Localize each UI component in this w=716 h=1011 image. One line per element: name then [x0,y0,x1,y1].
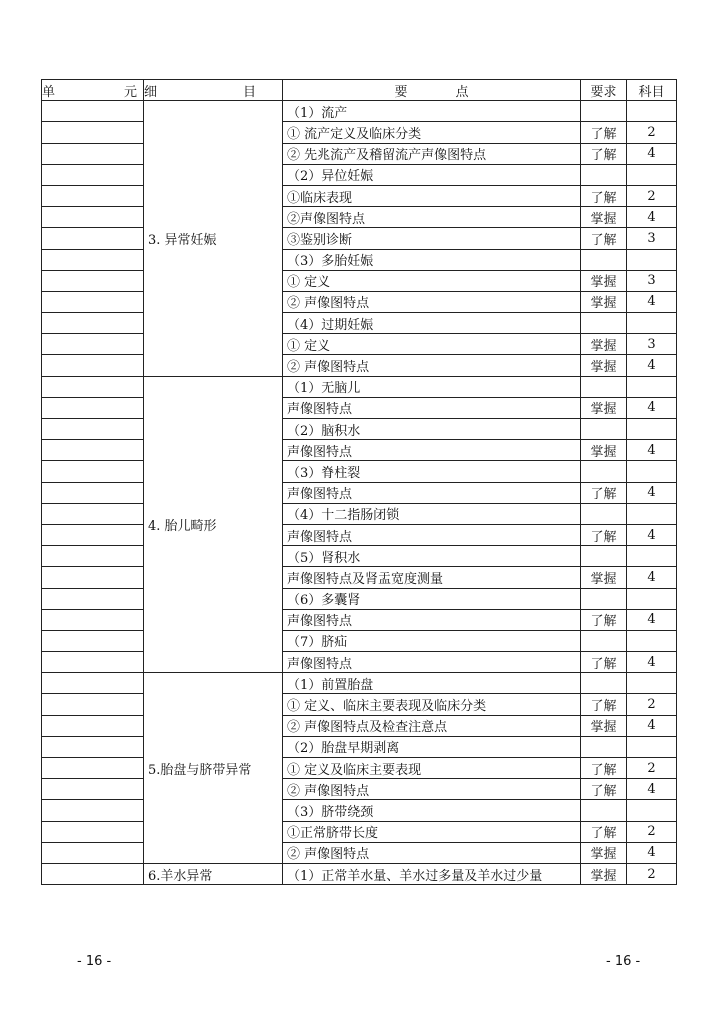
requirement-cell: 了解 [581,482,627,503]
page-number-right: - 16 - [606,954,641,969]
requirement-cell: 掌握 [581,355,627,376]
subject-cell: 2 [627,821,677,842]
table-row [42,122,677,143]
unit-cell [42,524,144,545]
unit-cell [42,546,144,567]
subitem-cell: 5.胎盘与脐带异常 [144,673,283,864]
requirement-cell [581,376,627,397]
unit-cell [42,652,144,673]
header-point [283,80,581,101]
requirement-cell: 掌握 [581,715,627,736]
requirement-cell [581,588,627,609]
point-cell: ② 声像图特点 [283,779,581,800]
subject-cell: 4 [627,440,677,461]
subject-cell [627,313,677,334]
table-row [42,482,677,503]
point-cell: ② 先兆流产及稽留流产声像图特点 [283,143,581,164]
point-cell: ② 声像图特点 [283,842,581,863]
point-cell: （2）胎盘早期剥离 [283,736,581,757]
subject-cell [627,376,677,397]
point-cell: （3）脊柱裂 [283,461,581,482]
syllabus-table [41,79,677,885]
point-cell: （4）过期妊娠 [283,313,581,334]
table-row [42,842,677,863]
table-row [42,609,677,630]
requirement-cell: 掌握 [581,291,627,312]
point-cell: （2）异位妊娠 [283,164,581,185]
header-pt-a: 要 [394,84,408,100]
subject-cell: 4 [627,482,677,503]
point-cell: ①临床表现 [283,185,581,206]
requirement-cell: 掌握 [581,842,627,863]
subject-cell: 4 [627,524,677,545]
header-subitem [144,80,283,101]
point-cell: （3）脐带绕颈 [283,800,581,821]
requirement-cell [581,673,627,694]
header-unit-b: 元 [123,84,137,100]
subject-cell: 2 [627,185,677,206]
requirement-cell [581,419,627,440]
subject-cell: 3 [627,334,677,355]
table-row [42,164,677,185]
table-row [42,143,677,164]
subject-cell [627,673,677,694]
requirement-cell [581,101,627,122]
requirement-cell: 了解 [581,694,627,715]
requirement-cell [581,461,627,482]
table-row [42,185,677,206]
unit-cell [42,207,144,228]
unit-cell [42,122,144,143]
header-unit [42,80,144,101]
unit-cell [42,249,144,270]
requirement-cell [581,800,627,821]
unit-cell [42,588,144,609]
point-cell: （1）无脑儿 [283,376,581,397]
subject-cell [627,588,677,609]
subject-cell [627,546,677,567]
subject-cell: 3 [627,270,677,291]
unit-cell [42,842,144,863]
subitem-cell: 4. 胎儿畸形 [144,376,283,673]
table-row [42,652,677,673]
point-cell: ① 定义 [283,334,581,355]
subject-cell [627,101,677,122]
point-cell: （3）多胎妊娠 [283,249,581,270]
subject-cell: 2 [627,122,677,143]
point-cell: ②声像图特点 [283,207,581,228]
requirement-cell: 掌握 [581,567,627,588]
table-row [42,461,677,482]
unit-cell [42,673,144,694]
point-cell: （1）流产 [283,101,581,122]
unit-cell [42,376,144,397]
subject-cell [627,164,677,185]
requirement-cell: 掌握 [581,334,627,355]
unit-cell [42,291,144,312]
unit-cell [42,567,144,588]
point-cell: （7）脐疝 [283,630,581,651]
subject-cell [627,461,677,482]
requirement-cell [581,249,627,270]
point-cell: 声像图特点 [283,482,581,503]
table-row [42,101,677,122]
table-row [42,228,677,249]
unit-cell [42,334,144,355]
point-cell: 声像图特点 [283,397,581,418]
table-row [42,376,677,397]
table-row [42,249,677,270]
subject-cell [627,630,677,651]
subject-cell: 4 [627,842,677,863]
unit-cell [42,461,144,482]
point-cell: 声像图特点 [283,609,581,630]
unit-cell [42,779,144,800]
requirement-cell: 掌握 [581,440,627,461]
subject-cell: 4 [627,291,677,312]
header-subject: 科目 [627,80,677,101]
point-cell: （1）正常羊水量、羊水过多量及羊水过少量 [283,863,581,884]
unit-cell [42,143,144,164]
subject-cell: 4 [627,397,677,418]
point-cell: ② 声像图特点 [283,355,581,376]
table-row [42,355,677,376]
unit-cell [42,503,144,524]
header-sub-a: 细 [144,84,158,100]
unit-cell [42,440,144,461]
table-row [42,440,677,461]
requirement-cell: 了解 [581,758,627,779]
subitem-cell: 3. 异常妊娠 [144,101,283,376]
requirement-cell [581,546,627,567]
requirement-cell: 了解 [581,143,627,164]
unit-cell [42,101,144,122]
requirement-cell [581,503,627,524]
unit-cell [42,694,144,715]
table-row [42,673,677,694]
point-cell: （4）十二指肠闭锁 [283,503,581,524]
requirement-cell [581,313,627,334]
point-cell: ① 流产定义及临床分类 [283,122,581,143]
point-cell: （2）脑积水 [283,419,581,440]
unit-cell [42,482,144,503]
unit-cell [42,270,144,291]
unit-cell [42,630,144,651]
unit-cell [42,821,144,842]
subject-cell: 4 [627,609,677,630]
point-cell: ① 定义、临床主要表现及临床分类 [283,694,581,715]
requirement-cell [581,736,627,757]
table-row [42,313,677,334]
requirement-cell: 了解 [581,609,627,630]
table-row [42,397,677,418]
subject-cell [627,800,677,821]
table-row [42,291,677,312]
requirement-cell: 了解 [581,779,627,800]
subject-cell [627,249,677,270]
unit-cell [42,185,144,206]
requirement-cell: 了解 [581,185,627,206]
unit-cell [42,758,144,779]
table-row [42,567,677,588]
unit-cell [42,863,144,884]
point-cell: （5）肾积水 [283,546,581,567]
point-cell: ① 定义及临床主要表现 [283,758,581,779]
page-number-left: - 16 - [77,954,112,969]
table-row [42,334,677,355]
unit-cell [42,313,144,334]
table-body [42,101,677,885]
subject-cell [627,503,677,524]
requirement-cell: 掌握 [581,397,627,418]
point-cell: ①正常脐带长度 [283,821,581,842]
requirement-cell: 了解 [581,122,627,143]
subject-cell: 2 [627,694,677,715]
point-cell: （6）多囊肾 [283,588,581,609]
requirement-cell: 掌握 [581,270,627,291]
table-row [42,524,677,545]
header-requirement: 要求 [581,80,627,101]
subject-cell: 4 [627,652,677,673]
requirement-cell [581,164,627,185]
point-cell: 声像图特点 [283,440,581,461]
table-row [42,863,677,884]
unit-cell [42,397,144,418]
requirement-cell: 掌握 [581,863,627,884]
subject-cell: 4 [627,779,677,800]
unit-cell [42,800,144,821]
table-row [42,503,677,524]
unit-cell [42,715,144,736]
subject-cell: 4 [627,143,677,164]
subject-cell: 3 [627,228,677,249]
unit-cell [42,355,144,376]
table-row [42,419,677,440]
header-pt-b: 点 [455,84,469,100]
subject-cell: 4 [627,207,677,228]
unit-cell [42,609,144,630]
requirement-cell: 了解 [581,652,627,673]
table-row [42,694,677,715]
table-header-row [42,80,677,101]
unit-cell [42,228,144,249]
requirement-cell: 了解 [581,524,627,545]
subject-cell [627,419,677,440]
requirement-cell: 掌握 [581,207,627,228]
table-row [42,630,677,651]
point-cell: ③鉴别诊断 [283,228,581,249]
subject-cell: 4 [627,567,677,588]
requirement-cell: 了解 [581,821,627,842]
table-row [42,588,677,609]
subject-cell: 2 [627,863,677,884]
table-row [42,800,677,821]
subitem-cell: 6.羊水异常 [144,863,283,884]
requirement-cell [581,630,627,651]
table-row [42,736,677,757]
subject-cell: 4 [627,355,677,376]
point-cell: 声像图特点 [283,652,581,673]
point-cell: （1）前置胎盘 [283,673,581,694]
unit-cell [42,164,144,185]
table-row [42,715,677,736]
header-sub-b: 目 [242,84,256,100]
table-row [42,546,677,567]
subject-cell: 2 [627,758,677,779]
point-cell: ② 声像图特点 [283,291,581,312]
table-row [42,779,677,800]
subject-cell [627,736,677,757]
table-row [42,207,677,228]
requirement-cell: 了解 [581,228,627,249]
unit-cell [42,419,144,440]
table-row [42,821,677,842]
header-unit-a: 单 [42,84,56,100]
point-cell: 声像图特点及肾盂宽度测量 [283,567,581,588]
point-cell: ① 定义 [283,270,581,291]
point-cell: ② 声像图特点及检查注意点 [283,715,581,736]
table-row [42,270,677,291]
point-cell: 声像图特点 [283,524,581,545]
table-row [42,758,677,779]
subject-cell: 4 [627,715,677,736]
unit-cell [42,736,144,757]
